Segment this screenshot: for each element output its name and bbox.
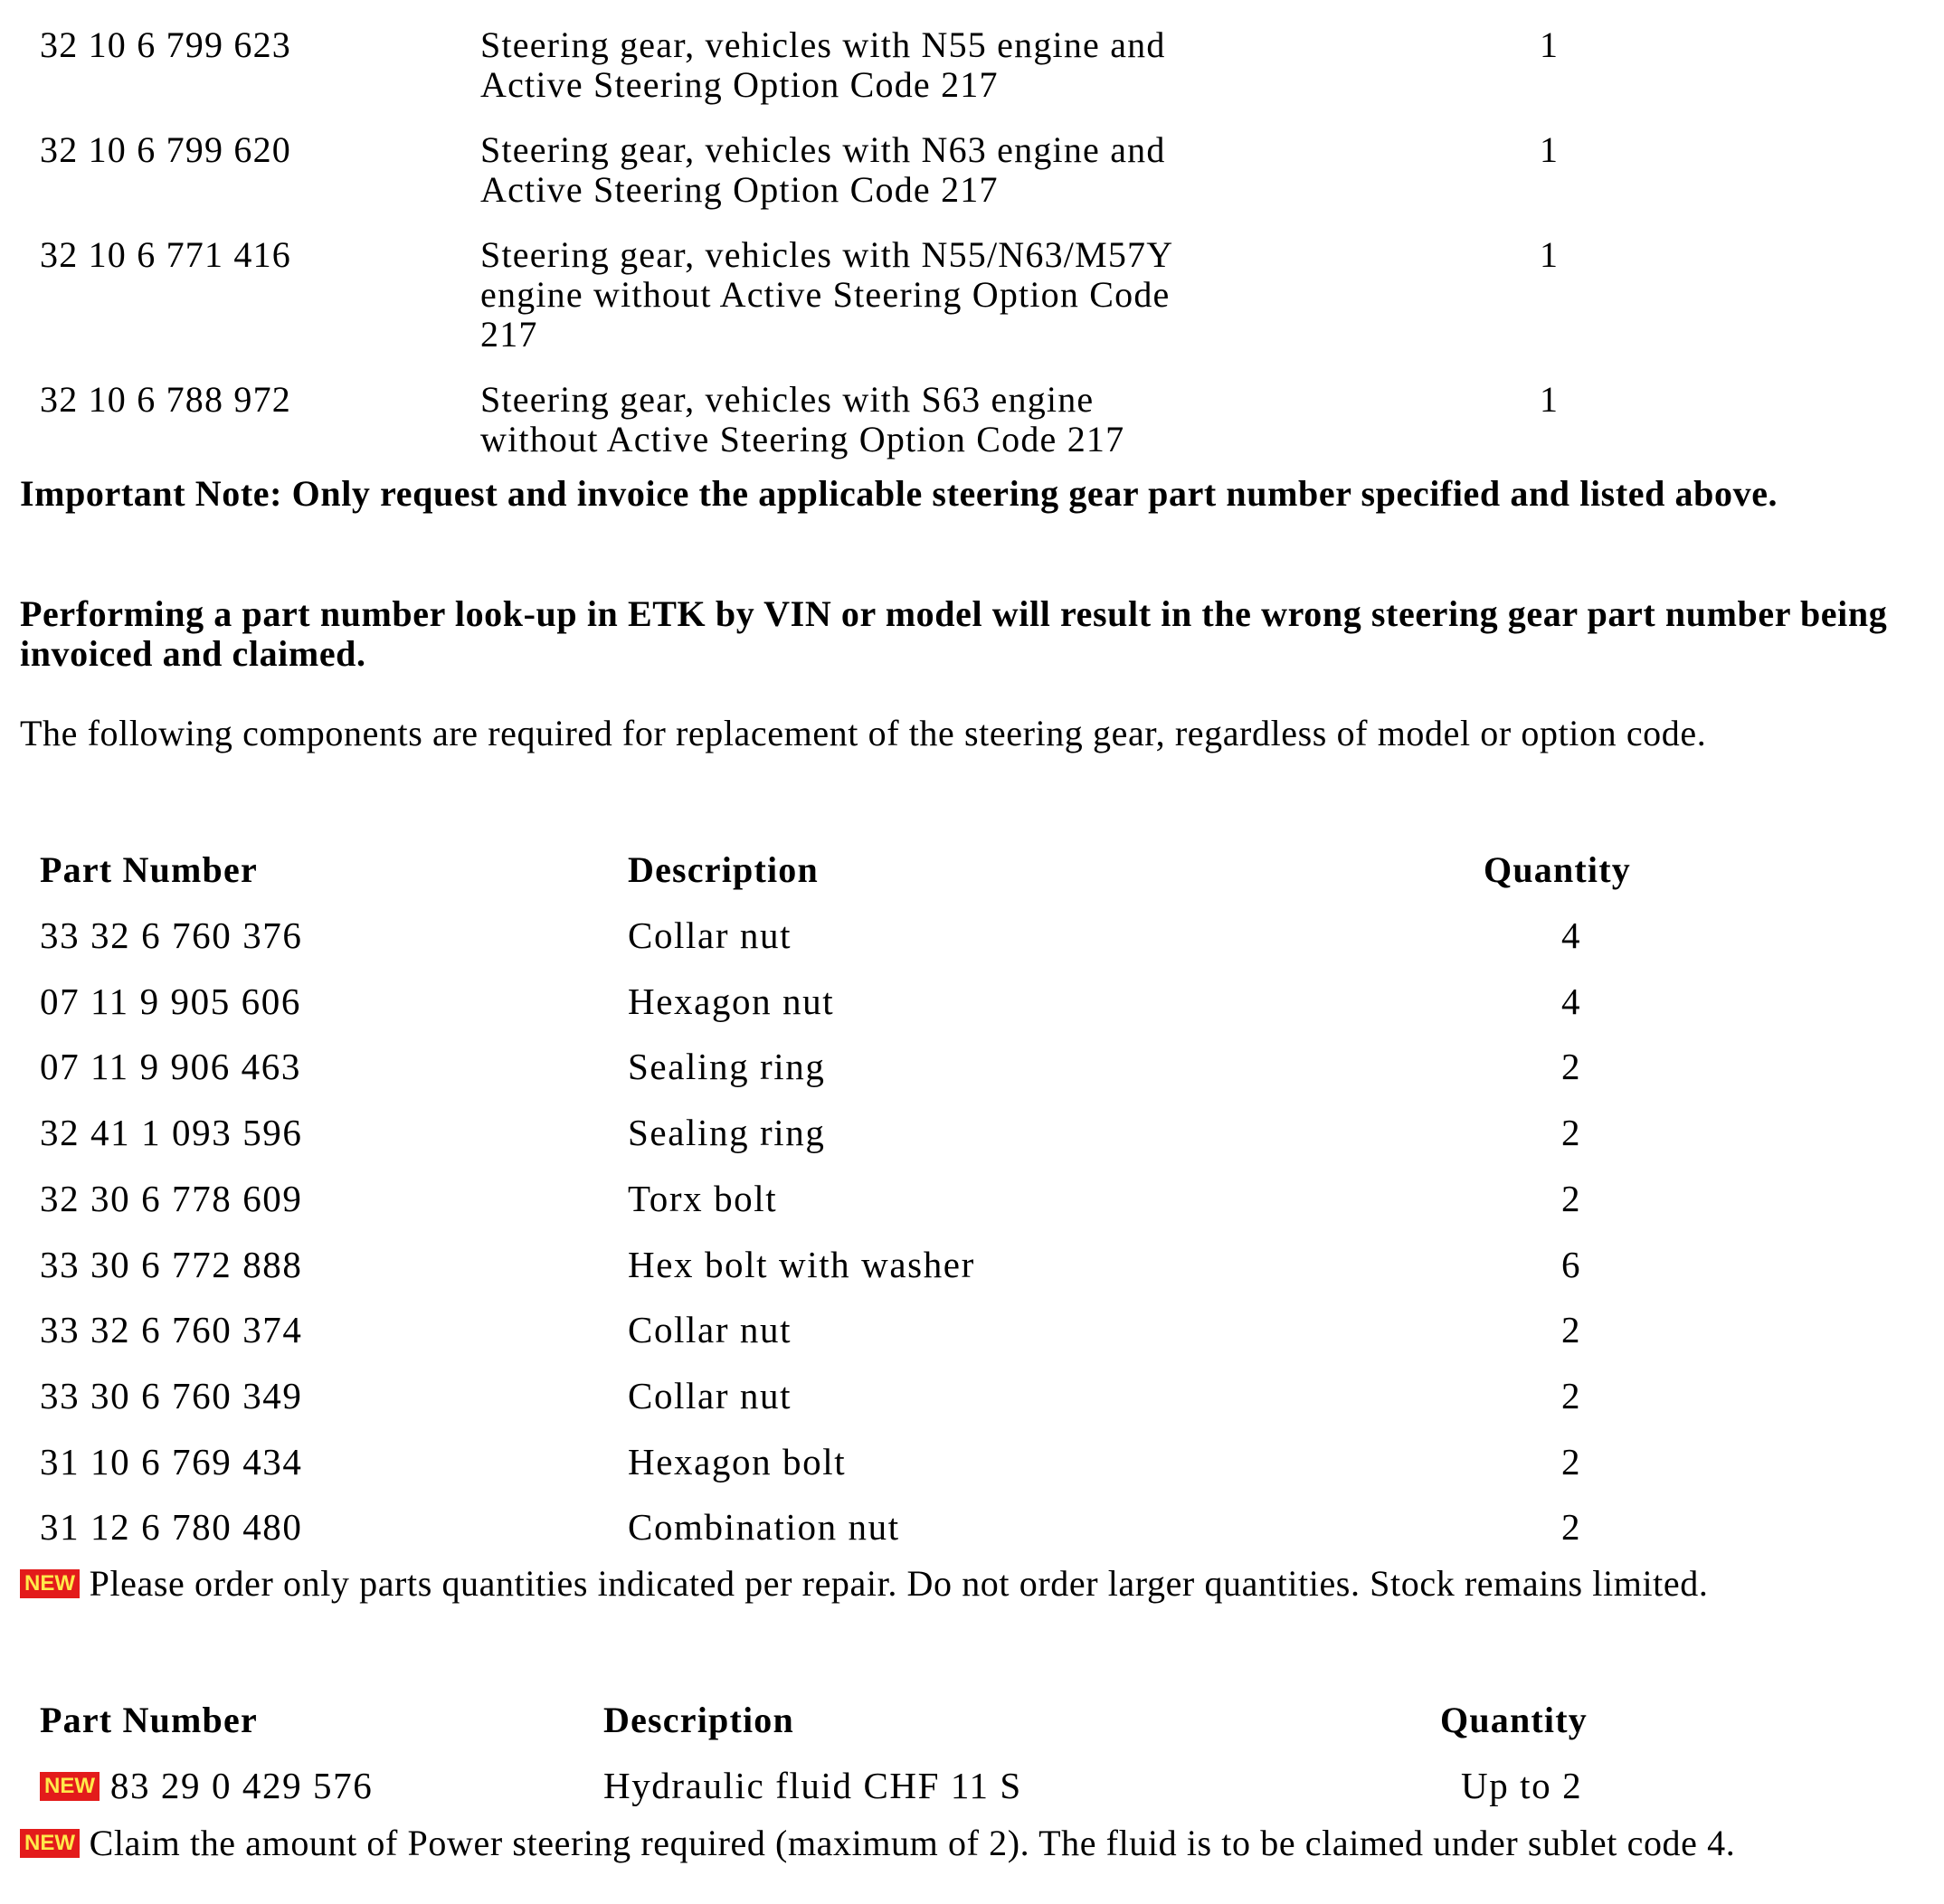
quantity: 1 [1540, 129, 1560, 170]
components-intro: The following components are required for replacement of the steering gear, regardless of model or option code. [20, 713, 1707, 753]
description: Collar nut [628, 914, 792, 956]
part-number: 32 10 6 799 623 [40, 24, 291, 65]
description: Combination nut [628, 1506, 900, 1548]
part-number: 32 10 6 788 972 [40, 379, 291, 420]
description-line: Steering gear, vehicles with N63 engine and [480, 129, 1166, 170]
part-number: 32 41 1 093 596 [40, 1112, 303, 1153]
part-number: 31 12 6 780 480 [40, 1506, 303, 1548]
part-number: 32 30 6 778 609 [40, 1178, 303, 1219]
quantity: 2 [1560, 1309, 1582, 1350]
quantity: 2 [1560, 1046, 1582, 1087]
description: Sealing ring [628, 1046, 826, 1087]
part-number: 33 32 6 760 374 [40, 1309, 303, 1350]
part-number: 32 10 6 799 620 [40, 129, 291, 170]
part-number: 07 11 9 905 606 [40, 980, 301, 1022]
header-description: Description [603, 1700, 794, 1740]
claim-note-text: Claim the amount of Power steering required (maximum of 2). The fluid is to be claimed under sublet code 4. [89, 1823, 1736, 1863]
lookup-warning: Performing a part number look-up in ETK by VIN or model will result in the wrong steering gear part number being invoiced and claimed. [20, 593, 1888, 674]
description: Collar nut [628, 1375, 792, 1416]
header-part-number: Part Number [40, 849, 258, 890]
quantity: 2 [1560, 1441, 1582, 1482]
part-number: 33 32 6 760 376 [40, 914, 303, 956]
quantity: 2 [1560, 1506, 1582, 1548]
description: Sealing ring [628, 1112, 826, 1153]
quantity: 1 [1540, 379, 1560, 420]
quantity: 2 [1560, 1178, 1582, 1219]
quantity: 1 [1540, 234, 1560, 275]
description-line: Steering gear, vehicles with N55 engine and [480, 24, 1166, 65]
quantity: 4 [1560, 914, 1582, 956]
description-line: engine without Active Steering Option Code [480, 274, 1171, 315]
part-number: 32 10 6 771 416 [40, 234, 291, 275]
header-quantity: Quantity [1484, 849, 1631, 890]
important-note: Important Note: Only request and invoice the applicable steering gear part number specified and listed above. [20, 473, 1778, 514]
part-number: 33 30 6 772 888 [40, 1244, 303, 1285]
new-badge: NEW [20, 1569, 80, 1598]
description: Collar nut [628, 1309, 792, 1350]
quantity: 2 [1560, 1112, 1582, 1153]
header-quantity: Quantity [1440, 1700, 1588, 1740]
part-number: 31 10 6 769 434 [40, 1441, 303, 1482]
order-note [20, 1564, 1929, 1604]
order-note-text: Please order only parts quantities indicated per repair. Do not order larger quantities. Stock remains limited. [89, 1563, 1709, 1604]
description-line: 217 [480, 314, 538, 355]
part-number: 07 11 9 906 463 [40, 1046, 301, 1087]
description: Hexagon nut [628, 980, 835, 1022]
quantity: 2 [1560, 1375, 1582, 1416]
description-line: Steering gear, vehicles with S63 engine [480, 379, 1095, 420]
description: Torx bolt [628, 1178, 778, 1219]
description: Hex bolt with washer [628, 1244, 975, 1285]
description-line: Active Steering Option Code 217 [480, 64, 999, 105]
description-line: without Active Steering Option Code 217 [480, 419, 1125, 459]
claim-note [20, 1823, 1929, 1863]
part-number: 83 29 0 429 576 [109, 1765, 374, 1806]
new-badge: NEW [40, 1772, 100, 1801]
new-badge: NEW [20, 1829, 80, 1858]
description: Hexagon bolt [628, 1441, 847, 1482]
quantity: Up to 2 [1461, 1765, 1583, 1806]
table-row [40, 1764, 373, 1807]
quantity: 6 [1560, 1244, 1582, 1285]
header-part-number: Part Number [40, 1700, 258, 1740]
description-line: Steering gear, vehicles with N55/N63/M57Y [480, 234, 1174, 275]
header-description: Description [628, 849, 819, 890]
description: Hydraulic fluid CHF 11 S [603, 1765, 1022, 1806]
description-line: Active Steering Option Code 217 [480, 169, 999, 210]
part-number: 33 30 6 760 349 [40, 1375, 303, 1416]
quantity: 1 [1540, 24, 1560, 65]
quantity: 4 [1560, 980, 1582, 1022]
